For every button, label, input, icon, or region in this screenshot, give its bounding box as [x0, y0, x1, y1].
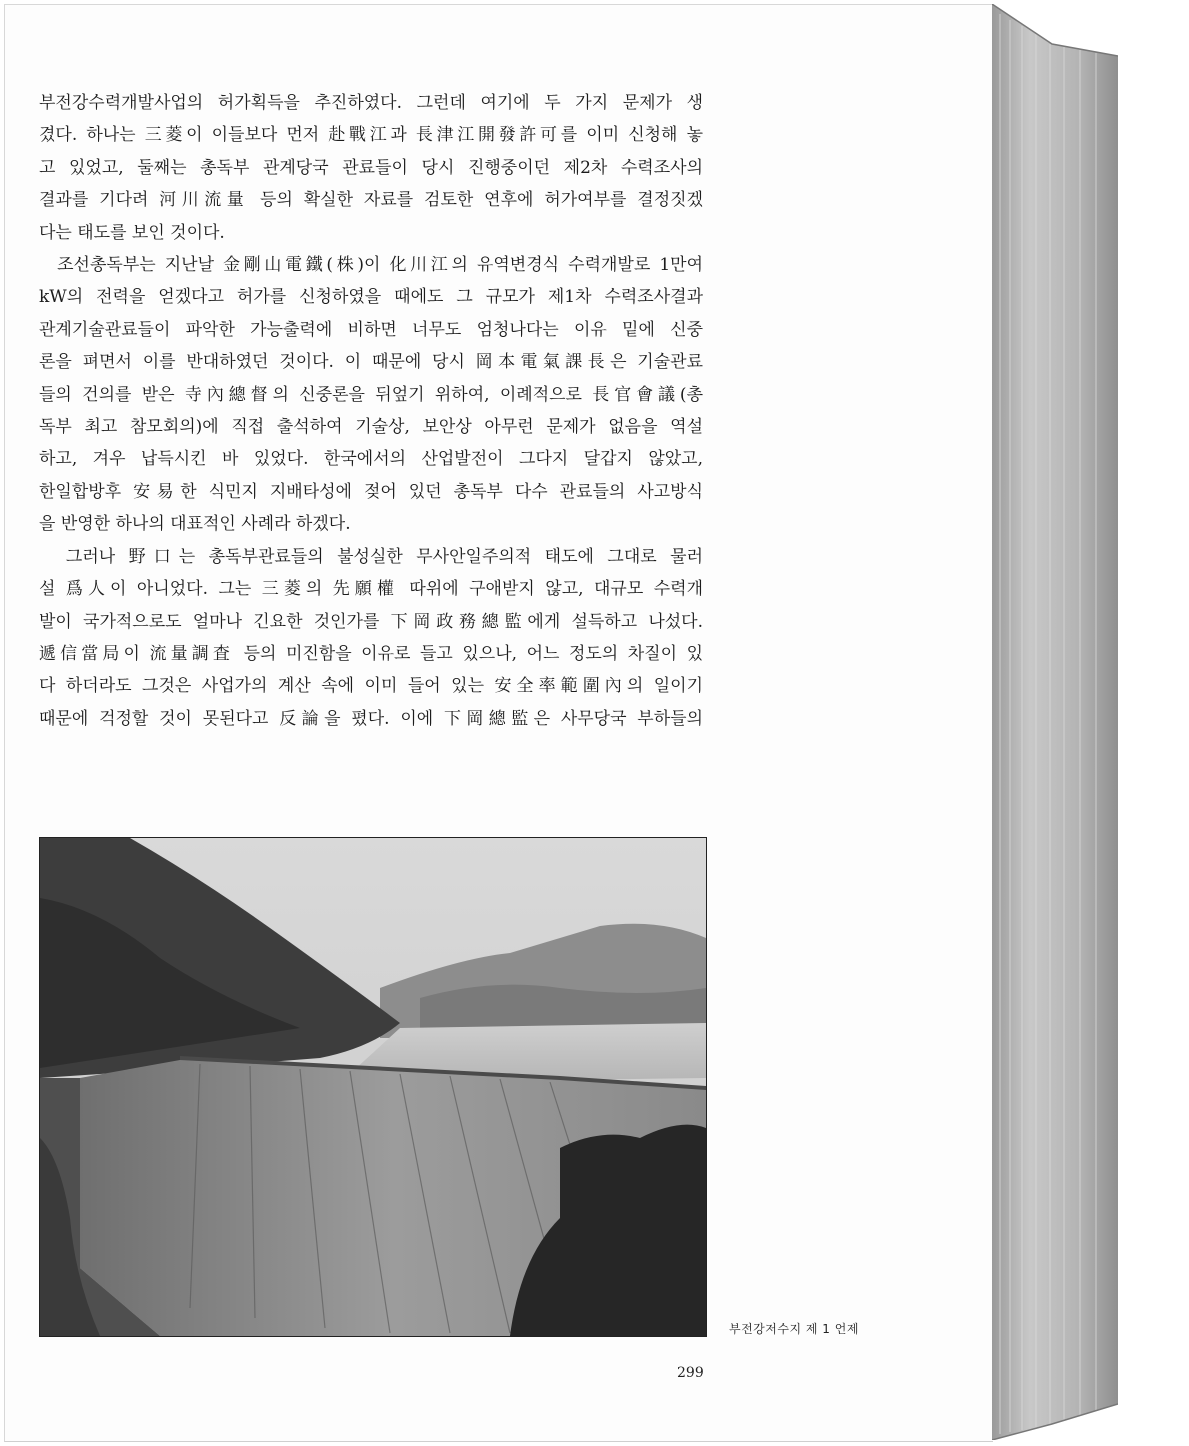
body-text [39, 87, 703, 735]
text-line: 다 하더라도 그것은 사업가의 계산 속에 이미 들어 있는 安全率範圍內의 일이기 [39, 676, 703, 697]
paragraph-1 [39, 87, 703, 249]
text-line: kW의 전력을 얻겠다고 허가를 신청하였을 때에도 그 규모가 제1차 수력조사결과 [39, 287, 703, 308]
text-line: 론을 펴면서 이를 반대하였던 것이다. 이 때문에 당시 岡本電氣課長은 기술관료 [39, 352, 703, 373]
text-line: 들의 건의를 받은 寺內總督의 신중론을 뒤엎기 위하여, 이례적으로 長官會議(총 [39, 384, 703, 405]
figure-caption: 부전강저수지 제 1 언제 [729, 1322, 859, 1336]
paragraph-3 [39, 541, 703, 735]
text-line: 하고, 겨우 납득시킨 바 있었다. 한국에서의 산업발전이 그다지 달갑지 않았고, [39, 449, 703, 470]
page-number: 299 [677, 1365, 704, 1381]
text-line: 발이 국가적으로도 얼마나 긴요한 것인가를 下岡政務總監에게 설득하고 나섰다. [39, 611, 703, 632]
text-line: 결과를 기다려 河川流量 등의 확실한 자료를 검토한 연후에 허가여부를 결정짓겠 [39, 190, 703, 211]
dam-photograph [39, 837, 707, 1337]
page [4, 4, 993, 1442]
text-line: 한일합방후 安易한 식민지 지배타성에 젖어 있던 총독부 다수 관료들의 사고방식 [39, 481, 703, 502]
text-line: 다는 태도를 보인 것이다. [39, 222, 225, 243]
text-line: 그러나 野口는 총독부관료들의 불성실한 무사안일주의적 태도에 그대로 물러 [39, 546, 703, 567]
text-line: 독부 최고 참모회의)에 직접 출석하여 기술상, 보안상 아무런 문제가 없음을 역설 [39, 417, 703, 438]
text-line: 을 반영한 하나의 대표적인 사례라 하겠다. [39, 514, 351, 535]
text-line: 관계기술관료들이 파악한 가능출력에 비하면 너무도 엄청나다는 이유 밑에 신중 [39, 319, 703, 340]
text-line: 조선총독부는 지난날 金剛山電鐵(株)이 化川江의 유역변경식 수력개발로 1만여 [39, 255, 703, 276]
paragraph-2 [39, 249, 703, 541]
page-edges-illustration [992, 4, 1118, 1440]
text-line: 부전강수력개발사업의 허가획득을 추진하였다. 그런데 여기에 두 가지 문제가 생 [39, 93, 703, 113]
text-line: 때문에 걱정할 것이 못된다고 反論을 폈다. 이에 下岡總監은 사무당국 부하들의 [39, 708, 703, 729]
dam-photo-illustration [40, 838, 706, 1336]
text-line: 겼다. 하나는 三菱이 이들보다 먼저 赴戰江과 長津江開發許可를 이미 신청해 놓 [39, 125, 703, 146]
text-line: 설 爲人이 아니었다. 그는 三菱의 先願權 따위에 구애받지 않고, 대규모 수력개 [39, 579, 703, 600]
text-line: 遞信當局이 流量調査 등의 미진함을 이유로 들고 있으나, 어느 정도의 차질이 있 [39, 643, 703, 664]
text-line: 고 있었고, 둘째는 총독부 관계당국 관료들이 당시 진행중이던 제2차 수력조사의 [39, 157, 703, 178]
book-page-edges [992, 4, 1118, 1440]
